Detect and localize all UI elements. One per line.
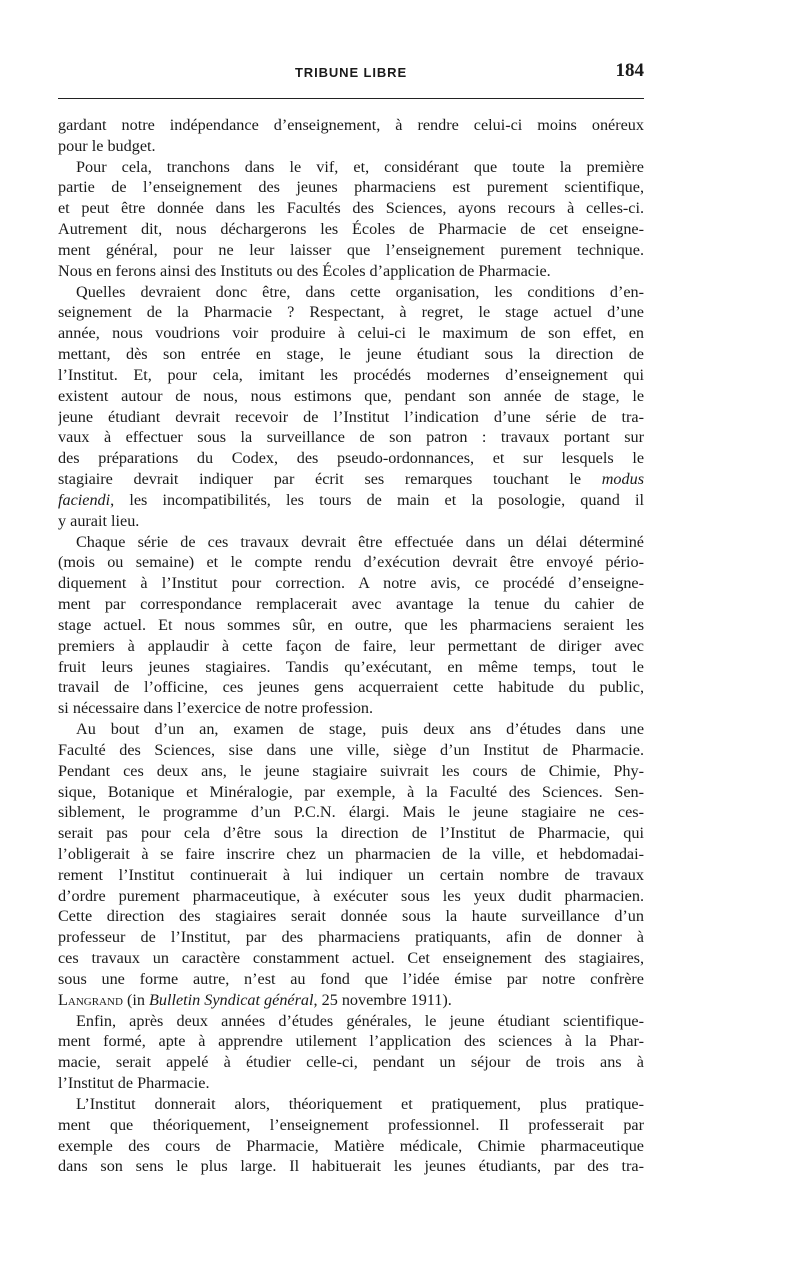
text-line: L’Institut donnerait alors, théoriquement et pratiquement, plus pratique- <box>76 1094 644 1113</box>
text-line: siblement, le programme d’un P.C.N. élargi. Mais le jeune stagiaire ne ces- <box>58 803 644 822</box>
text-line: Pendant ces deux ans, le jeune stagiaire suivrait les cours de Chimie, Phy- <box>58 761 644 780</box>
text-line: premiers à applaudir à cette façon de faire, leur permettant de diriger avec <box>58 636 644 655</box>
text-line: seignement de la Pharmacie ? Respectant, à regret, le stage actuel d’une <box>58 303 644 322</box>
text-line: fruit leurs jeunes stagiaires. Tandis qu’exécutant, en même temps, tout le <box>58 657 644 676</box>
italic-term: modus <box>601 470 644 489</box>
text-line: Nous en ferons ainsi des Instituts ou des Écoles d’application de Pharmacie. <box>58 261 551 280</box>
text-line: Autrement dit, nous déchargerons les Écoles de Pharmacie de cet enseigne- <box>58 220 644 239</box>
text-line: y aurait lieu. <box>58 511 140 530</box>
text-line: l’Institut de Pharmacie. <box>58 1074 210 1093</box>
text-line: Cette direction des stagiaires serait donnée sous la haute surveillance d’un <box>58 907 644 926</box>
text-line: mettant, dès son entrée en stage, le jeune étudiant sous la direction de <box>58 345 644 364</box>
text-line: jeune étudiant devrait recevoir de l’Institut l’indication d’une série de tra- <box>58 407 644 426</box>
text-line: travail de l’officine, ces jeunes gens acquerraient cette habitude du public, <box>58 678 644 697</box>
text-line <box>58 990 644 1011</box>
text-line: partie de l’enseignement des jeunes pharmaciens est purement scientifique, <box>58 178 644 197</box>
text-line: des préparations du Codex, des pseudo-ordonnances, et sur lesquels le <box>58 449 644 468</box>
text-line: l’obligerait à se faire inscrire chez un pharmacien de la ville, et hebdomadai- <box>58 844 644 863</box>
text-line <box>58 469 644 490</box>
text-line: si nécessaire dans l’exercice de notre profession. <box>58 699 374 718</box>
text-line: l’Institut. Et, pour cela, imitant les procédés modernes d’enseignement qui <box>58 365 644 384</box>
text-line <box>58 490 644 511</box>
italic-term: faciendi <box>58 490 111 509</box>
text-line: pour le budget. <box>58 136 156 155</box>
text-line: Quelles devraient donc être, dans cette organisation, les conditions d’en- <box>76 282 644 301</box>
text-line: gardant notre indépendance d’enseignement, à rendre celui-ci moins onéreux <box>58 116 644 134</box>
text-line: rement l’Institut continuerait à lui indiquer un certain nombre de travaux <box>58 865 644 884</box>
header-rule <box>58 98 644 99</box>
text-line: macie, serait appelé à étudier celle-ci, pendant un séjour de trois ans à <box>58 1053 644 1072</box>
text-line: existent autour de nous, nous estimons que, pendant son année de stage, le <box>58 386 644 405</box>
page-number: 184 <box>615 60 644 81</box>
text-line: professeur de l’Institut, par des pharmaciens pratiquants, afin de donner à <box>58 928 644 947</box>
text-line: Au bout d’un an, examen de stage, puis deux ans d’études dans une <box>76 720 644 739</box>
text-line: sique, Botanique et Minéralogie, par exemple, à la Faculté des Sciences. Sen- <box>58 782 644 801</box>
text-line: d’ordre purement pharmaceutique, à exécuter sous les yeux dudit pharmacien. <box>58 886 644 905</box>
text-line: diquement à l’Institut pour correction. A notre avis, ce procédé d’enseigne- <box>58 574 644 593</box>
article-body <box>58 115 644 1177</box>
text-segment: , les incompatibilités, les tours de main et la posologie, quand il <box>110 490 644 509</box>
text-line: Pour cela, tranchons dans le vif, et, considérant que toute la première <box>76 157 644 176</box>
text-line: année, nous voudrions voir produire à celui-ci le maximum de son effet, en <box>58 324 644 343</box>
text-segment: , 25 novembre 1911). <box>313 990 452 1009</box>
text-line: dans son sens le plus large. Il habituerait les jeunes étudiants, par des tra- <box>58 1157 644 1176</box>
text-line: serait pas pour cela d’être sous la direction de l’Institut de Pharmacie, qui <box>58 824 644 843</box>
text-line: Enfin, après deux années d’études générales, le jeune étudiant scientifique- <box>76 1011 644 1030</box>
running-head: TRIBUNE LIBRE <box>294 65 408 80</box>
text-line: stage actuel. Et nous sommes sûr, en outre, que les pharmaciens seraient les <box>58 615 644 634</box>
text-line: ment par correspondance remplacerait avec avantage la tenue du cahier de <box>58 595 644 614</box>
page-header <box>58 60 644 89</box>
author-name: Langrand <box>58 990 123 1009</box>
text-line: Faculté des Sciences, sise dans une ville, siège d’un Institut de Pharmacie. <box>58 740 644 759</box>
text-line: sous une forme autre, n’est au fond que l’idée émise par notre confrère <box>58 969 644 988</box>
text-line: ment général, pour ne leur laisser que l’enseignement purement technique. <box>58 240 644 259</box>
text-segment: (in <box>122 990 149 1009</box>
text-line: exemple des cours de Pharmacie, Matière médicale, Chimie pharmaceutique <box>58 1136 644 1155</box>
text-line: ment formé, apte à apprendre utilement l’application des sciences à la Phar- <box>58 1032 644 1051</box>
text-line: vaux à effectuer sous la surveillance de son patron : travaux portant sur <box>58 428 644 447</box>
text-line: ment que théoriquement, l’enseignement professionnel. Il professerait par <box>58 1115 644 1134</box>
italic-citation: Bulletin Syndicat général <box>148 990 314 1009</box>
text-line: et peut être donnée dans les Facultés des Sciences, ayons recours à celles-ci. <box>58 199 644 218</box>
text-line: ces travaux un caractère constamment actuel. Cet enseignement des stagiaires, <box>58 949 644 968</box>
text-line: Chaque série de ces travaux devrait être effectuée dans un délai déterminé <box>76 532 644 551</box>
text-segment: stagiaire devrait indiquer par écrit ses remarques touchant le <box>58 470 582 489</box>
text-line: (mois ou semaine) et le compte rendu d’exécution devrait être envoyé pério- <box>58 553 644 572</box>
